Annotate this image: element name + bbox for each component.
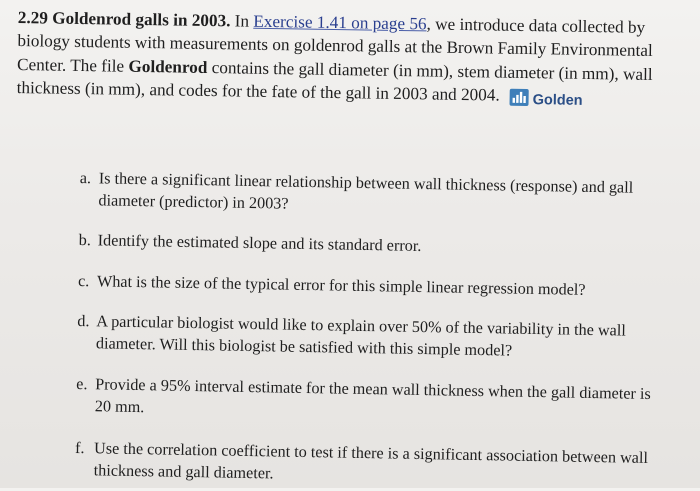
question-item-a <box>79 168 670 221</box>
intro-text-3: contains the gall diameter (in mm), stem diameter (in mm), wall thickness (in mm), and codes for the fate of the gall in 2003 and 2004. <box>16 57 653 105</box>
question-letter: c. <box>77 271 90 290</box>
question-item-e <box>76 374 667 427</box>
intro-text-2: , we introduce data collected by biology students with measurements on goldenrod galls at the Brown Family Environmental Center. The file <box>16 14 653 76</box>
question-text: Provide a 95% interval estimate for the mean wall thickness when the gall diameter is 20 mm. <box>94 375 651 416</box>
question-list <box>75 168 670 491</box>
question-text: Identify the estimated slope and its standard error. <box>97 231 422 255</box>
question-item-f <box>75 438 666 491</box>
question-letter: d. <box>77 311 90 331</box>
data-file-name: Goldenrod <box>128 56 208 77</box>
question-letter: f. <box>74 438 85 458</box>
question-item-d <box>77 311 668 364</box>
question-text: A particular biologist would like to explain over 50% of the variability in the wall diameter. Will this biologist be satisfied with this simple model? <box>95 312 626 360</box>
question-text: What is the size of the typical error for this simple linear regression model? <box>96 271 586 299</box>
question-letter: b. <box>78 230 92 250</box>
data-file-link[interactable] <box>509 87 582 114</box>
exercise-number-title: 2.29 Goldenrod galls in 2003. <box>17 7 231 31</box>
exercise-reference-link[interactable]: Exercise 1.41 on page 56 <box>253 11 427 34</box>
intro-text-1: In <box>230 11 254 31</box>
question-text: Use the correlation coefficient to test if there is a significant association between wall thickness and gall diameter. <box>93 439 649 482</box>
data-file-icon <box>510 89 529 106</box>
question-item-c <box>78 270 668 302</box>
question-letter: a. <box>79 168 92 188</box>
exercise-intro <box>16 6 685 115</box>
question-item-b <box>79 230 669 262</box>
data-file-label: Golden <box>532 92 583 110</box>
question-text: Is there a significant linear relationship between wall thickness (response) and gall diameter (predictor) in 2003? <box>98 169 634 213</box>
question-letter: e. <box>76 374 88 394</box>
